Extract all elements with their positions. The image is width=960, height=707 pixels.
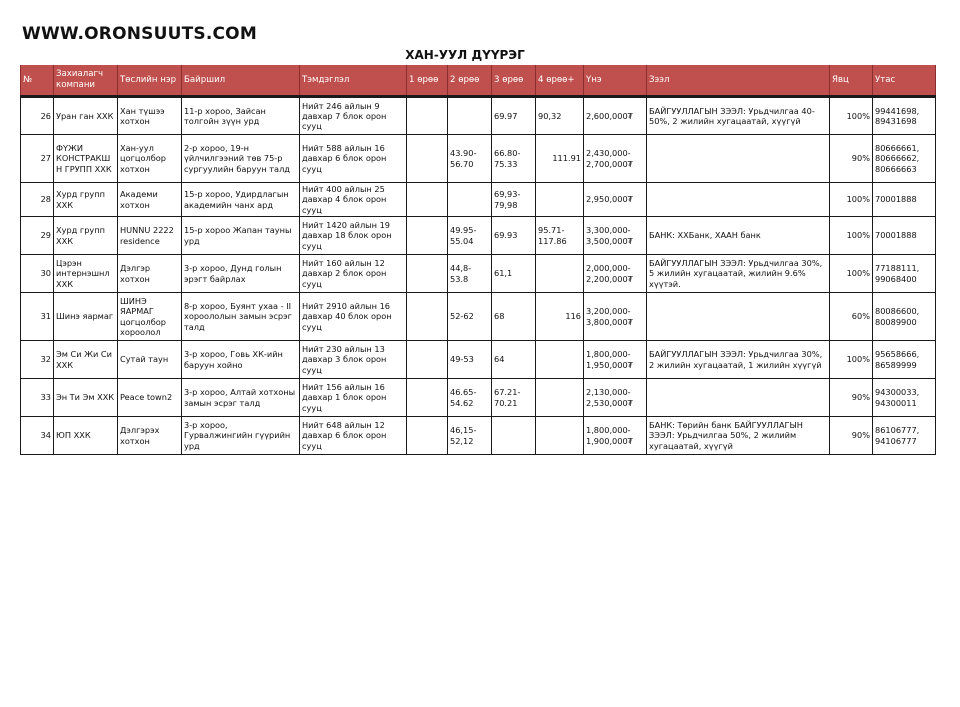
four-room-cell [536, 183, 584, 217]
progress-cell: 90% [830, 417, 873, 455]
location-cell: 3-р хороо, Говь ХК-ийн баруун хойно [182, 341, 300, 379]
three-room-cell: 61,1 [492, 255, 536, 293]
project-cell: Академи хотхон [118, 183, 182, 217]
one-room-cell [407, 341, 448, 379]
three-room-cell [492, 417, 536, 455]
price-cell: 2,000,000-2,200,000₮ [584, 255, 647, 293]
row-number: 26 [21, 97, 54, 135]
progress-cell: 60% [830, 293, 873, 341]
loan-cell: БАНК: Төрийн банк БАЙГУУЛЛАГЫН ЗЭЭЛ: Урьдчилгаа 50%, 2 жилийм хугацаатай, хүүгүй [647, 417, 830, 455]
column-header-project: Төслийн нэр [118, 65, 182, 97]
four-room-cell: 95.71-117.86 [536, 217, 584, 255]
row-number: 30 [21, 255, 54, 293]
column-header-price: Үнэ [584, 65, 647, 97]
table-row [21, 417, 936, 455]
progress-cell: 100% [830, 341, 873, 379]
row-number: 34 [21, 417, 54, 455]
two-room-cell: 49.95-55.04 [448, 217, 492, 255]
table-header-row [21, 65, 936, 97]
one-room-cell [407, 97, 448, 135]
four-room-cell: 116 [536, 293, 584, 341]
four-room-cell [536, 417, 584, 455]
loan-cell: БАНК: ХХБанк, ХААН банк [647, 217, 830, 255]
company-cell: Шинэ яармаг [54, 293, 118, 341]
column-header-loan: Зээл [647, 65, 830, 97]
projects-table [20, 65, 936, 455]
company-cell: ФҮЖИ КОНСТРАКШН ГРУПП ХХК [54, 135, 118, 183]
project-cell: HUNNU 2222 residence [118, 217, 182, 255]
phone-cell: 80666661, 80666662, 80666663 [873, 135, 936, 183]
location-cell: 2-р хороо, 19-н үйлчилгээний төв 75-р сургуулийн баруун талд [182, 135, 300, 183]
one-room-cell [407, 217, 448, 255]
price-cell: 2,430,000-2,700,000₮ [584, 135, 647, 183]
note-cell: Нийт 588 айлын 16 давхар 6 блок орон сууц [300, 135, 407, 183]
row-number: 29 [21, 217, 54, 255]
project-cell: ШИНЭ ЯАРМАГ цогцолбор хороолол [118, 293, 182, 341]
note-cell: Нийт 1420 айлын 19 давхар 18 блок орон сууц [300, 217, 407, 255]
three-room-cell: 64 [492, 341, 536, 379]
note-cell: Нийт 2910 айлын 16 давхар 40 блок орон сууц [300, 293, 407, 341]
column-header-company: Захиалагч компани [54, 65, 118, 97]
note-cell: Нийт 160 айлын 12 давхар 2 блок орон сууц [300, 255, 407, 293]
loan-cell: БАЙГУУЛЛАГЫН ЗЭЭЛ: Урьдчилгаа 30%, 5 жилийн хугацаатай, жилийн 9.6% хүүтэй. [647, 255, 830, 293]
column-header-location: Байршил [182, 65, 300, 97]
location-cell: 8-р хороо, Буянт ухаа - II хороололын замын эсрэг талд [182, 293, 300, 341]
progress-cell: 100% [830, 97, 873, 135]
price-cell: 2,130,000-2,530,000₮ [584, 379, 647, 417]
loan-cell: БАЙГУУЛЛАГЫН ЗЭЭЛ: Урьдчилгаа 40-50%, 2 жилийн хугацаатай, хүүгүй [647, 97, 830, 135]
note-cell: Нийт 156 айлын 16 давхар 1 блок орон сууц [300, 379, 407, 417]
four-room-cell [536, 255, 584, 293]
one-room-cell [407, 379, 448, 417]
loan-cell [647, 135, 830, 183]
project-cell: Дэлгэр хотхон [118, 255, 182, 293]
project-cell: Хан-уул цогцолбор хотхон [118, 135, 182, 183]
phone-cell: 94300033, 94300011 [873, 379, 936, 417]
phone-cell: 80086600, 80089900 [873, 293, 936, 341]
note-cell: Нийт 230 айлын 13 давхар 3 блок орон сууц [300, 341, 407, 379]
progress-cell: 100% [830, 255, 873, 293]
table-row [21, 341, 936, 379]
table-row [21, 217, 936, 255]
column-header-2-room: 2 өрөө [448, 65, 492, 97]
column-header-no: № [21, 65, 54, 97]
note-cell: Нийт 648 айлын 12 давхар 6 блок орон сууц [300, 417, 407, 455]
company-cell: Хурд групп ХХК [54, 183, 118, 217]
two-room-cell: 46,15-52,12 [448, 417, 492, 455]
company-cell: ЮП ХХК [54, 417, 118, 455]
location-cell: 3-р хороо, Алтай хотхоны замын эсрэг талд [182, 379, 300, 417]
phone-cell: 77188111, 99068400 [873, 255, 936, 293]
row-number: 32 [21, 341, 54, 379]
loan-cell [647, 183, 830, 217]
one-room-cell [407, 183, 448, 217]
note-cell: Нийт 400 айлын 25 давхар 4 блок орон сууц [300, 183, 407, 217]
two-room-cell [448, 183, 492, 217]
table-row [21, 379, 936, 417]
price-cell: 3,200,000-3,800,000₮ [584, 293, 647, 341]
four-room-cell [536, 341, 584, 379]
three-room-cell: 69.93 [492, 217, 536, 255]
company-cell: Хурд групп ХХК [54, 217, 118, 255]
three-room-cell: 69.97 [492, 97, 536, 135]
three-room-cell: 66.80-75.33 [492, 135, 536, 183]
three-room-cell: 67.21-70.21 [492, 379, 536, 417]
project-cell: Дэлгэрэх хотхон [118, 417, 182, 455]
loan-cell [647, 379, 830, 417]
one-room-cell [407, 417, 448, 455]
phone-cell: 95658666, 86589999 [873, 341, 936, 379]
site-url: WWW.ORONSUUTS.COM [22, 24, 257, 44]
column-header-progress: Явц [830, 65, 873, 97]
price-cell: 1,800,000-1,950,000₮ [584, 341, 647, 379]
company-cell: Цэрэн интернэшнл ХХК [54, 255, 118, 293]
one-room-cell [407, 293, 448, 341]
two-room-cell: 43.90-56.70 [448, 135, 492, 183]
project-cell: Хан түшээ хотхон [118, 97, 182, 135]
price-cell: 1,800,000-1,900,000₮ [584, 417, 647, 455]
district-title: ХАН-УУЛ ДҮҮРЭГ [405, 48, 525, 62]
table-row [21, 293, 936, 341]
one-room-cell [407, 135, 448, 183]
company-cell: Эн Ти Эм ХХК [54, 379, 118, 417]
company-cell: Уран ган ХХК [54, 97, 118, 135]
progress-cell: 100% [830, 217, 873, 255]
price-cell: 3,300,000-3,500,000₮ [584, 217, 647, 255]
four-room-cell [536, 379, 584, 417]
column-header-3-room: 3 өрөө [492, 65, 536, 97]
three-room-cell: 69,93-79,98 [492, 183, 536, 217]
price-cell: 2,600,000₮ [584, 97, 647, 135]
row-number: 33 [21, 379, 54, 417]
loan-cell [647, 293, 830, 341]
phone-cell: 99441698, 89431698 [873, 97, 936, 135]
phone-cell: 70001888 [873, 183, 936, 217]
phone-cell: 70001888 [873, 217, 936, 255]
row-number: 31 [21, 293, 54, 341]
price-cell: 2,950,000₮ [584, 183, 647, 217]
project-cell: Сутай таун [118, 341, 182, 379]
two-room-cell: 46.65-54.62 [448, 379, 492, 417]
progress-cell: 90% [830, 379, 873, 417]
location-cell: 15-р хороо, Удирдлагын академийн чанх ард [182, 183, 300, 217]
project-cell: Peace town2 [118, 379, 182, 417]
three-room-cell: 68 [492, 293, 536, 341]
company-cell: Эм Си Жи Си ХХК [54, 341, 118, 379]
location-cell: 3-р хороо, Гурвалжингийн гүүрийн урд [182, 417, 300, 455]
loan-cell: БАЙГУУЛЛАГЫН ЗЭЭЛ: Урьдчилгаа 30%, 2 жилийн хугацаатай, 1 жилийн хүүгүй [647, 341, 830, 379]
column-header-4-room: 4 өрөө+ [536, 65, 584, 97]
location-cell: 15-р хороо Жапан тауны урд [182, 217, 300, 255]
two-room-cell: 49-53 [448, 341, 492, 379]
two-room-cell [448, 97, 492, 135]
progress-cell: 90% [830, 135, 873, 183]
phone-cell: 86106777, 94106777 [873, 417, 936, 455]
four-room-cell: 90,32 [536, 97, 584, 135]
row-number: 28 [21, 183, 54, 217]
table-row [21, 183, 936, 217]
four-room-cell: 111.91 [536, 135, 584, 183]
location-cell: 3-р хороо, Дунд голын эрэгт байрлах [182, 255, 300, 293]
progress-cell: 100% [830, 183, 873, 217]
two-room-cell: 52-62 [448, 293, 492, 341]
two-room-cell: 44,8-53.8 [448, 255, 492, 293]
column-header-note: Тэмдэглэл [300, 65, 407, 97]
table-row [21, 255, 936, 293]
note-cell: Нийт 246 айлын 9 давхар 7 блок орон сууц [300, 97, 407, 135]
column-header-phone: Утас [873, 65, 936, 97]
table-row [21, 97, 936, 135]
one-room-cell [407, 255, 448, 293]
row-number: 27 [21, 135, 54, 183]
column-header-1-room: 1 өрөө [407, 65, 448, 97]
location-cell: 11-р хороо, Зайсан толгойн зүүн урд [182, 97, 300, 135]
table-row [21, 135, 936, 183]
